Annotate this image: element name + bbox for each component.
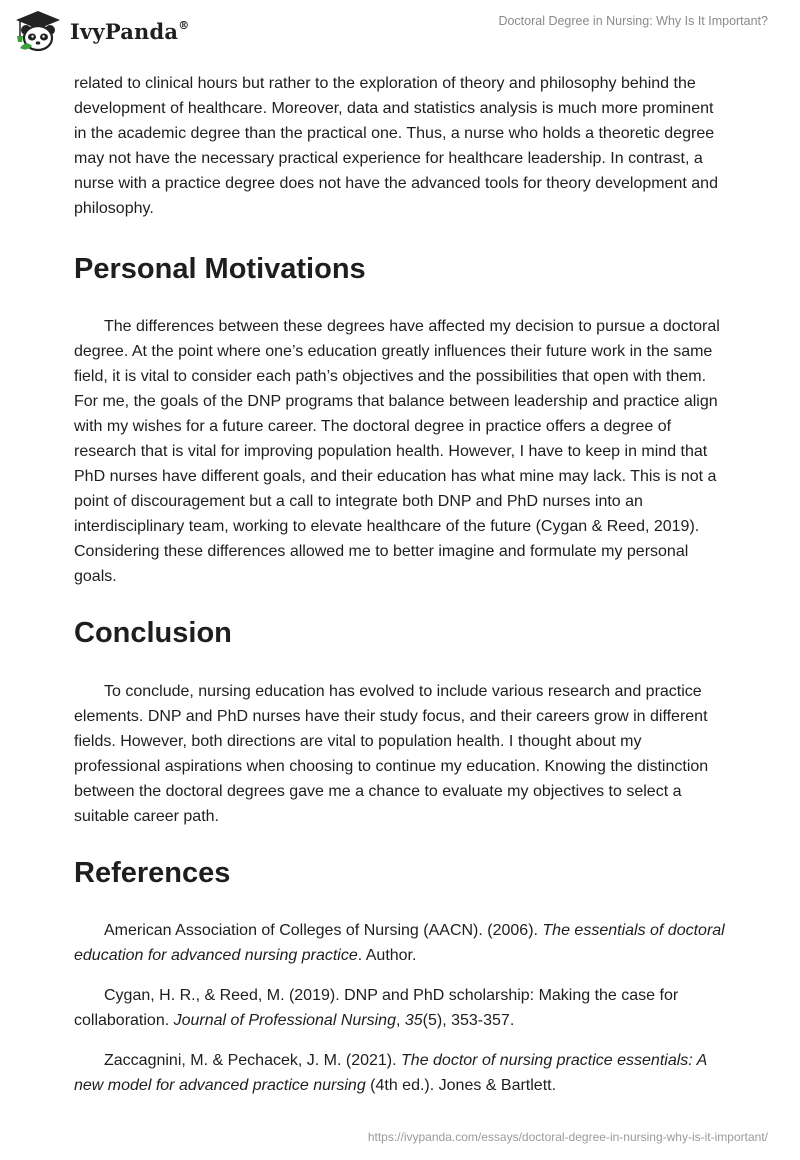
essay-content: [74, 71, 730, 1098]
heading-personal-motivations: Personal Motivations: [74, 253, 366, 285]
heading-conclusion: Conclusion: [74, 617, 232, 649]
reference-text: . Author.: [357, 947, 417, 964]
reference-text: ,: [395, 1012, 405, 1029]
motivations-paragraph: The differences between these degrees have affected my decision to pursue a doctoral degree. At the point where one’s education greatly influences their future work in the same field, it is vital to consider each path’s objectives and the possibilities that open with them. For me, the goals of the DNP programs that balance between leadership and practice align with my wishes for a future career. The doctoral degree in practice offers a degree of research that is vital for improving population health. However, I have to keep in mind that PhD nurses have different goals, and their education has what mine may lack. This is not a point of discouragement but a call to integrate both DNP and PhD nurses into an interdisciplinary team, working to elevate healthcare of the future (Cygan & Reed, 2019). Considering these differences allowed me to better imagine and formulate my personal goals.: [74, 318, 720, 585]
heading-references: References: [74, 857, 231, 889]
page-header: [0, 0, 800, 70]
reference-item: [74, 1048, 730, 1098]
reference-text: Cygan, H. R., & Reed, M. (2019). DNP and PhD scholarship: Making the case for collaboration.: [74, 987, 679, 1029]
document-title: Doctoral Degree in Nursing: Why Is It Important?: [498, 14, 768, 28]
conclusion-paragraph: To conclude, nursing education has evolved to include various research and practice elements. DNP and PhD nurses have their study focus, and their careers grow in different fields. However, both directions are vital to population health. I thought about my professional aspirations when choosing to continue my education. Knowing the distinction between the doctoral degrees gave me a chance to evaluate my objectives to select a suitable career path.: [74, 683, 709, 825]
reference-volume: 35: [404, 1012, 423, 1029]
logo-name: IvyPanda: [70, 18, 179, 44]
reference-item: [74, 983, 730, 1033]
reference-journal: Journal of Professional Nursing: [173, 1012, 396, 1029]
registered-mark: ®: [178, 18, 190, 32]
panda-graduate-icon: [12, 8, 64, 52]
reference-title: The essentials of doctoral education for advanced nursing practice: [74, 922, 725, 964]
reference-text: Zaccagnini, M. & Pechacek, J. M. (2021).: [104, 1052, 402, 1069]
reference-text: American Association of Colleges of Nursing (AACN). (2006).: [104, 922, 543, 939]
reference-title: The doctor of nursing practice essentials: A new model for advanced practice nursing: [74, 1052, 707, 1094]
reference-text: (4th ed.). Jones & Bartlett.: [365, 1077, 557, 1094]
intro-paragraph: related to clinical hours but rather to the exploration of theory and philosophy behind the development of healthcare. Moreover, data and statistics analysis is much more prominent in the academic degree than the practical one. Thus, a nurse who holds a theoretic degree may not have the necessary practical experience for healthcare leadership. In contrast, a nurse with a practice degree does not have the advanced tools for theory development and philosophy.: [74, 75, 718, 217]
ivypanda-logo[interactable]: [12, 8, 189, 52]
logo-wordmark: [70, 19, 189, 44]
reference-item: [74, 918, 730, 968]
source-url[interactable]: https://ivypanda.com/essays/doctoral-degree-in-nursing-why-is-it-important/: [367, 1130, 768, 1144]
reference-text: (5), 353-357.: [422, 1012, 515, 1029]
